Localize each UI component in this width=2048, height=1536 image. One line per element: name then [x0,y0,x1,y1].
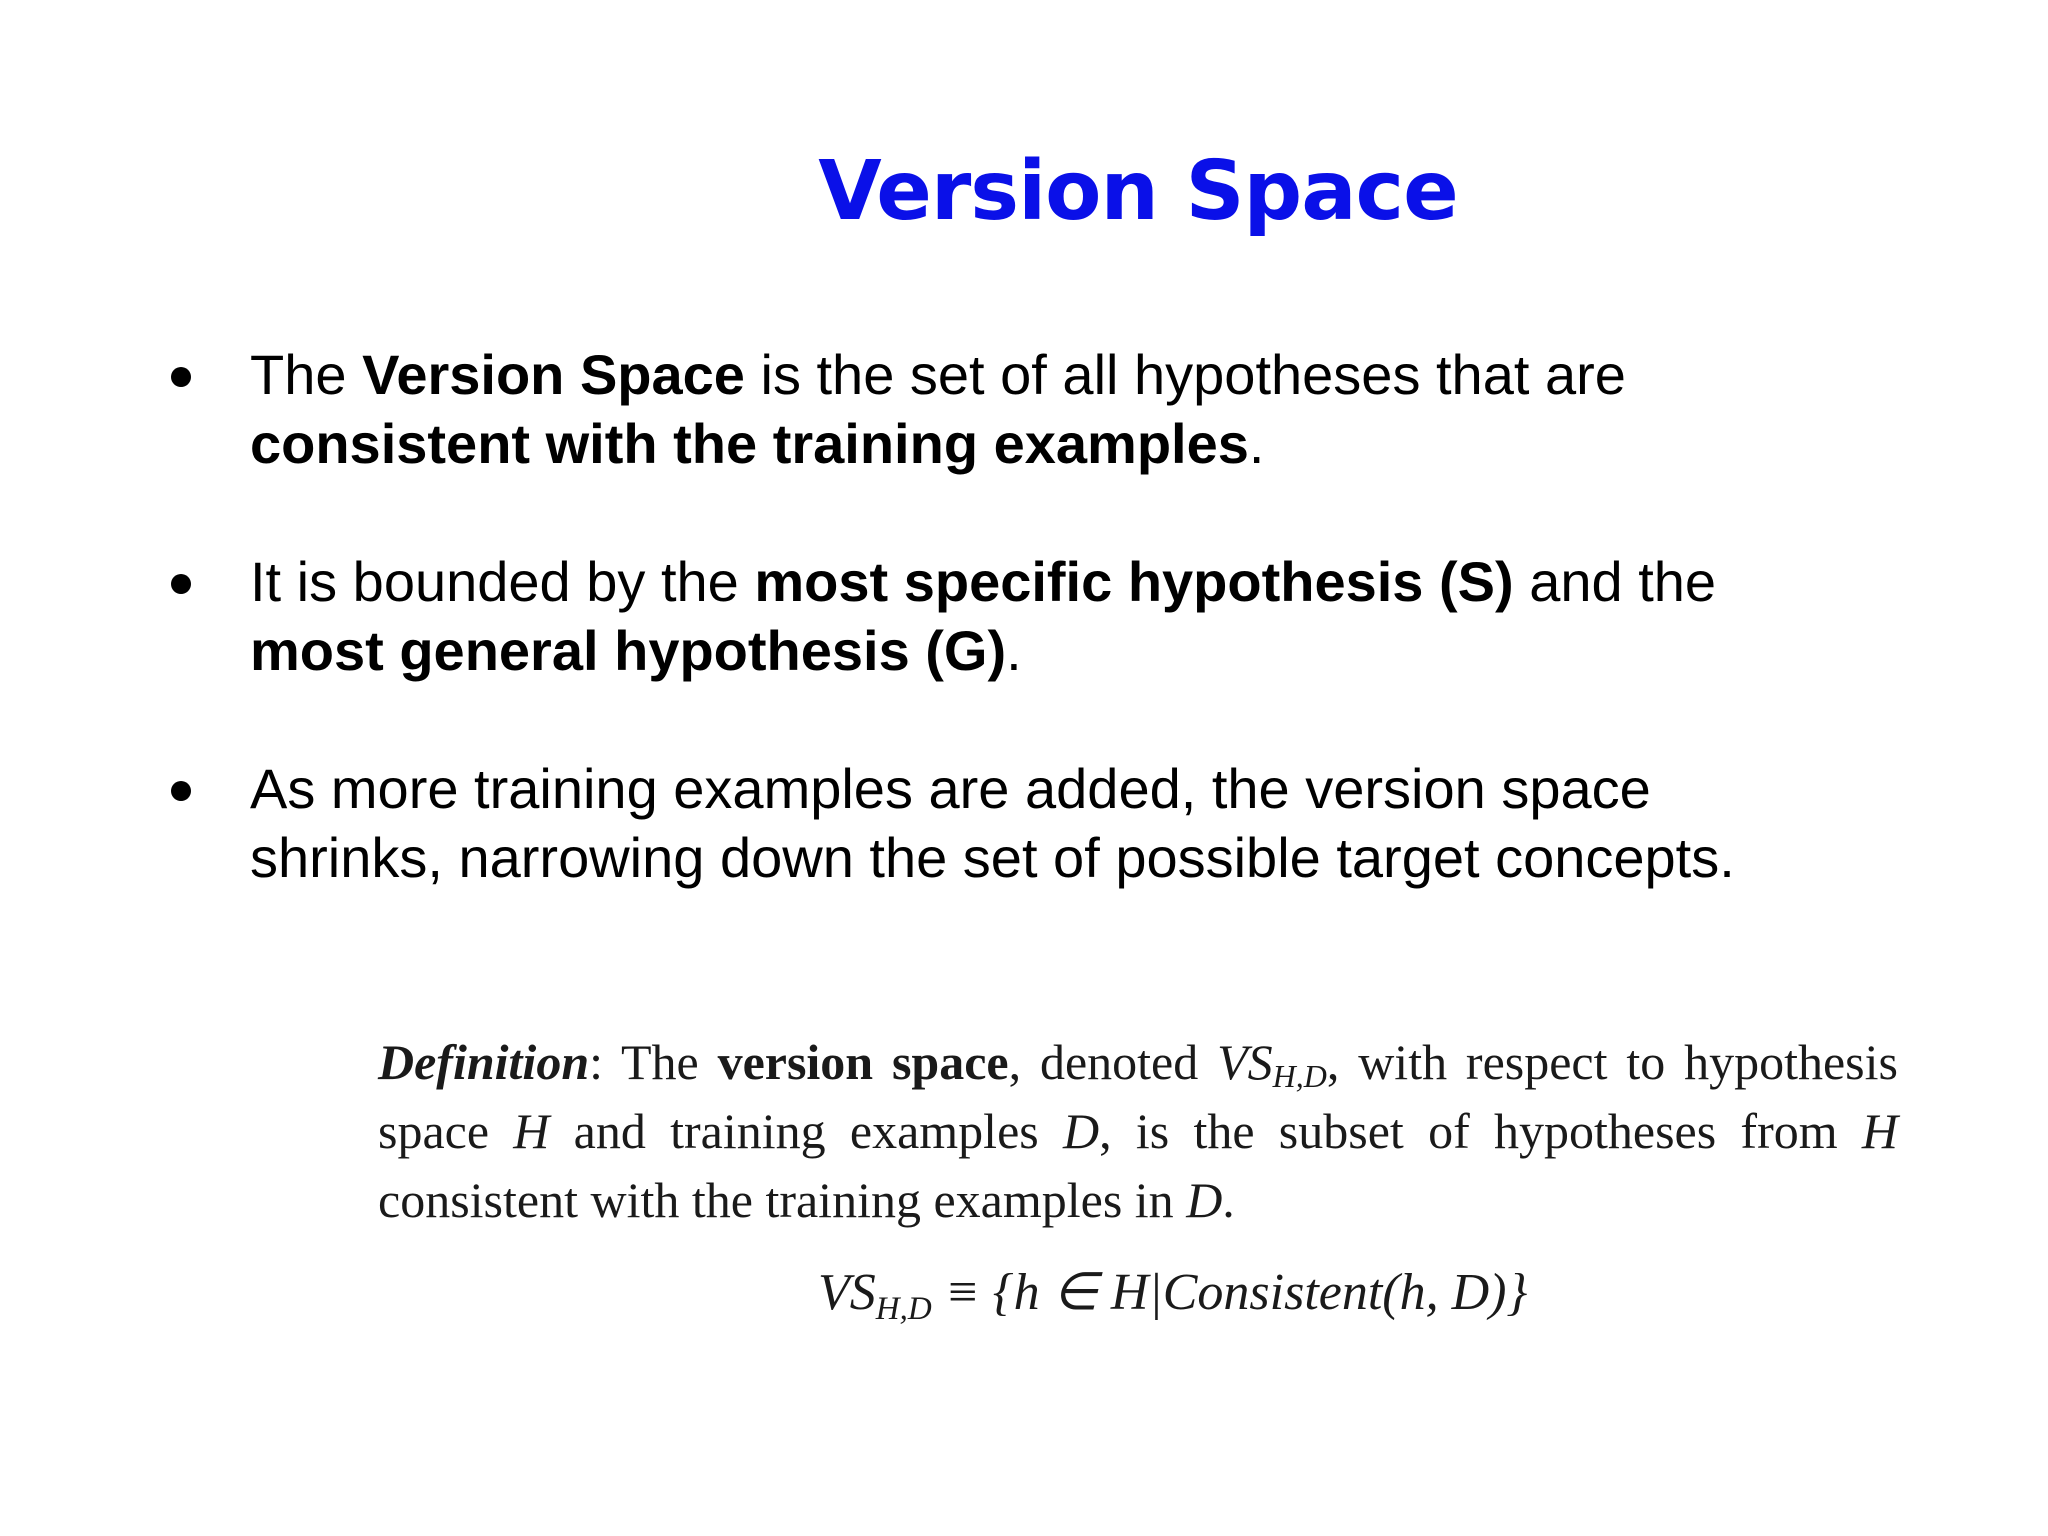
definition-symbol: D [1062,1103,1100,1159]
bullet-bold-text: most general hypothesis (G) [250,619,1007,682]
definition-text: consistent with the training examples in [378,1172,1187,1228]
bullet-dot-icon [171,367,191,387]
bullet-text: As more training examples are added, the version space shrinks, narrowing down the set of possible target concepts. [250,757,1735,889]
definition-symbol: H [513,1103,550,1159]
formula [818,1258,1527,1328]
bullet-text: It is bounded by the [250,550,755,613]
definition-text: . [1222,1172,1235,1228]
bullet-item-version-space [162,340,1802,478]
slide-title: Version Space [818,144,1458,239]
bullet-text: and the [1513,550,1717,613]
definition-symbol: VS [1217,1034,1273,1090]
definition-text: , with respect to hypothesis space [378,1034,1898,1159]
formula-subscript: H,D [875,1291,932,1327]
definition-text: : The [589,1034,718,1090]
bullet-text: . [1248,412,1265,475]
formula-symbol: VS [818,1264,876,1321]
definition-block [378,1028,1898,1235]
definition-subscript: H,D [1272,1058,1327,1094]
bullet-bold-text: Version Space [362,343,745,406]
bullet-dot-icon [171,781,191,801]
definition-symbol: H [1861,1103,1898,1159]
bullet-item-bounds [162,547,1802,685]
definition-text: , denoted [1008,1034,1218,1090]
definition-term: version space [717,1034,1009,1090]
formula-expression: ≡ {h ∈ H|Consistent(h, D)} [931,1264,1528,1321]
definition-label: Definition [378,1034,590,1090]
definition-symbol: D [1186,1172,1223,1228]
bullet-bold-text: consistent with the training examples [250,412,1249,475]
bullet-text: is the set of all hypotheses that are [744,343,1626,406]
bullet-dot-icon [171,574,191,594]
bullet-text: The [250,343,363,406]
bullet-bold-text: most specific hypothesis (S) [754,550,1514,613]
definition-text: and training examples [549,1103,1063,1159]
bullet-text: . [1006,619,1022,682]
definition-text: , is the subset of hypotheses from [1099,1103,1862,1159]
bullet-list [162,340,1802,961]
bullet-item-shrinks [162,754,1802,892]
